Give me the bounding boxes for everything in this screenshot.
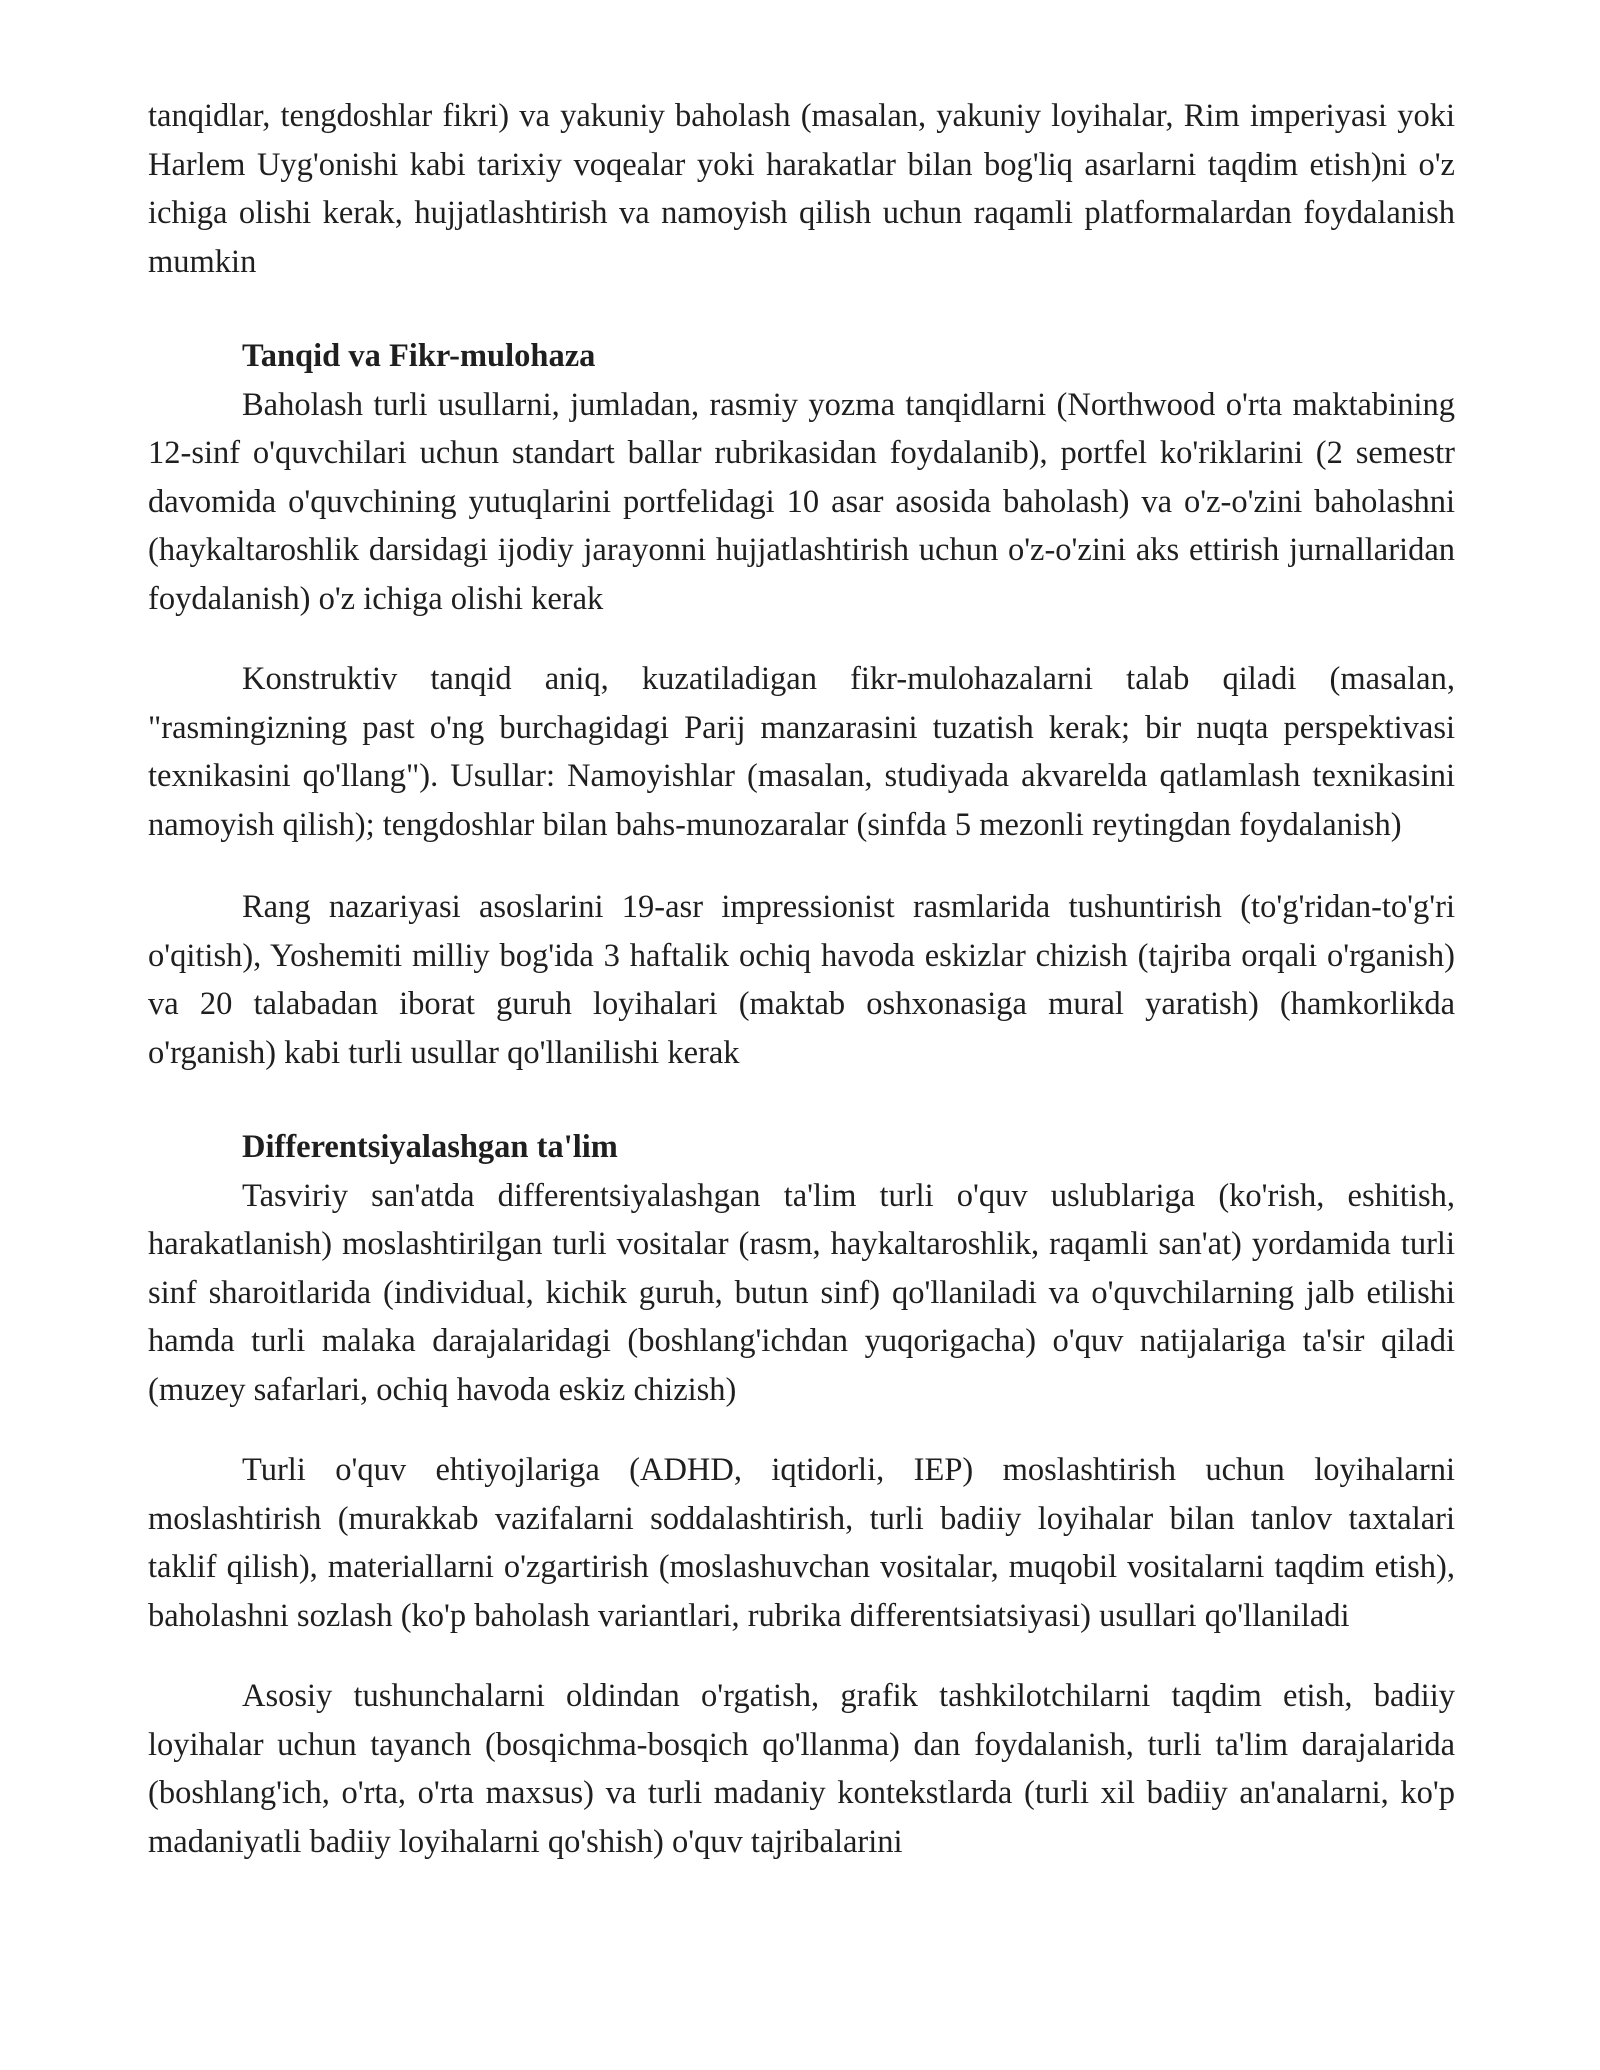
paragraph-preteaching: Asosiy tushunchalarni oldindan o'rgatish, grafik tashkilotchilarni taqdim etish, badiiy loyihalar uchun tayanch (bosqichma-bosqich qo'llanma) dan foydalanish, turli ta'lim darajalarida (boshlang'ich, o'rta, o'rta maxsus) va turli madaniy kontekstlarda (turli xil badiiy an'analarni, ko'p madaniyatli badiiy loyihalarni qo'shish) o'quv tajribalarini xyxy=(148,1678,1455,1860)
paragraph-teaching-methods: Rang nazariyasi asoslarini 19-asr impressionist rasmlarida tushuntirish (to'g'ridan-to'g'ri o'qitish), Yoshemiti milliy bog'ida 3 haftalik ochiq havoda eskizlar chizish (tajriba orqali o'rganish) va 20 talabadan iborat guruh loyihalari (maktab oshxonasiga mural yaratish) (hamkorlikda o'rganish) kabi turli usullar qo'llanilishi kerak xyxy=(148,889,1455,1071)
paragraph-differentiated-instruction: Tasviriy san'atda differentsiyalashgan ta'lim turli o'quv uslublariga (ko'rish, eshitish, harakatlanish) moslashtirilgan turli vositalar (rasm, haykaltaroshlik, raqamli san'at) yordamida turli sinf sharoitlarida (individual, kichik guruh, butun sinf) qo'llaniladi va o'quvchilarning jalb etilishi hamda turli malaka darajalaridagi (boshlang'ichdan yuqorigacha) o'quv natijalariga ta'sir qiladi (muzey safarlari, ochiq havoda eskiz chizish) xyxy=(148,1177,1455,1408)
section-heading-critique: Tanqid va Fikr-mulohaza xyxy=(242,338,596,374)
paragraph-constructive-critique: Konstruktiv tanqid aniq, kuzatiladigan fikr-mulohazalarni talab qiladi (masalan, "rasmingizning past o'ng burchagidagi Parij manzarasini tuzatish kerak; bir nuqta perspektivasi texnikasini qo'llang"). Usullar: Namoyishlar (masalan, studiyada akvarelda qatlamlash texnikasini namoyish qilish); tengdoshlar bilan bahs-munozaralar (sinfda 5 mezonli reytingdan foydalanish) xyxy=(148,661,1455,843)
paragraph-continuation: tanqidlar, tengdoshlar fikri) va yakuniy baholash (masalan, yakuniy loyihalar, Rim imperiyasi yoki Harlem Uyg'onishi kabi tarixiy voqealar yoki harakatlar bilan bog'liq asarlarni taqdim etish)ni o'z ichiga olishi kerak, hujjatlashtirish va namoyish qilish uchun raqamli platformalardan foydalanish mumkin xyxy=(148,98,1455,280)
section-heading-differentiated: Differentsiyalashgan ta'lim xyxy=(242,1129,618,1165)
paragraph-learning-needs: Turli o'quv ehtiyojlariga (ADHD, iqtidorli, IEP) moslashtirish uchun loyihalarni moslashtirish (murakkab vazifalarni soddalashtirish, turli badiiy loyihalar bilan tanlov taxtalari taklif qilish), materiallarni o'zgartirish (moslashuvchan vositalar, muqobil vositalarni taqdim etish), baholashni sozlash (ko'p baholash variantlari, rubrika differentsiatsiyasi) usullari qo'llaniladi xyxy=(148,1452,1455,1634)
paragraph-assessment-methods: Baholash turli usullarni, jumladan, rasmiy yozma tanqidlarni (Northwood o'rta maktabining 12-sinf o'quvchilari uchun standart ballar rubrikasidan foydalanib), portfel ko'riklarini (2 semestr davomida o'quvchining yutuqlarini portfelidagi 10 asar asosida baholash) va o'z-o'zini baholashni (haykaltaroshlik darsidagi ijodiy jarayonni hujjatlashtirish uchun o'z-o'zini aks ettirish jurnallaridan foydalanish) o'z ichiga olishi kerak xyxy=(148,386,1455,617)
document-page xyxy=(148,92,1455,1866)
